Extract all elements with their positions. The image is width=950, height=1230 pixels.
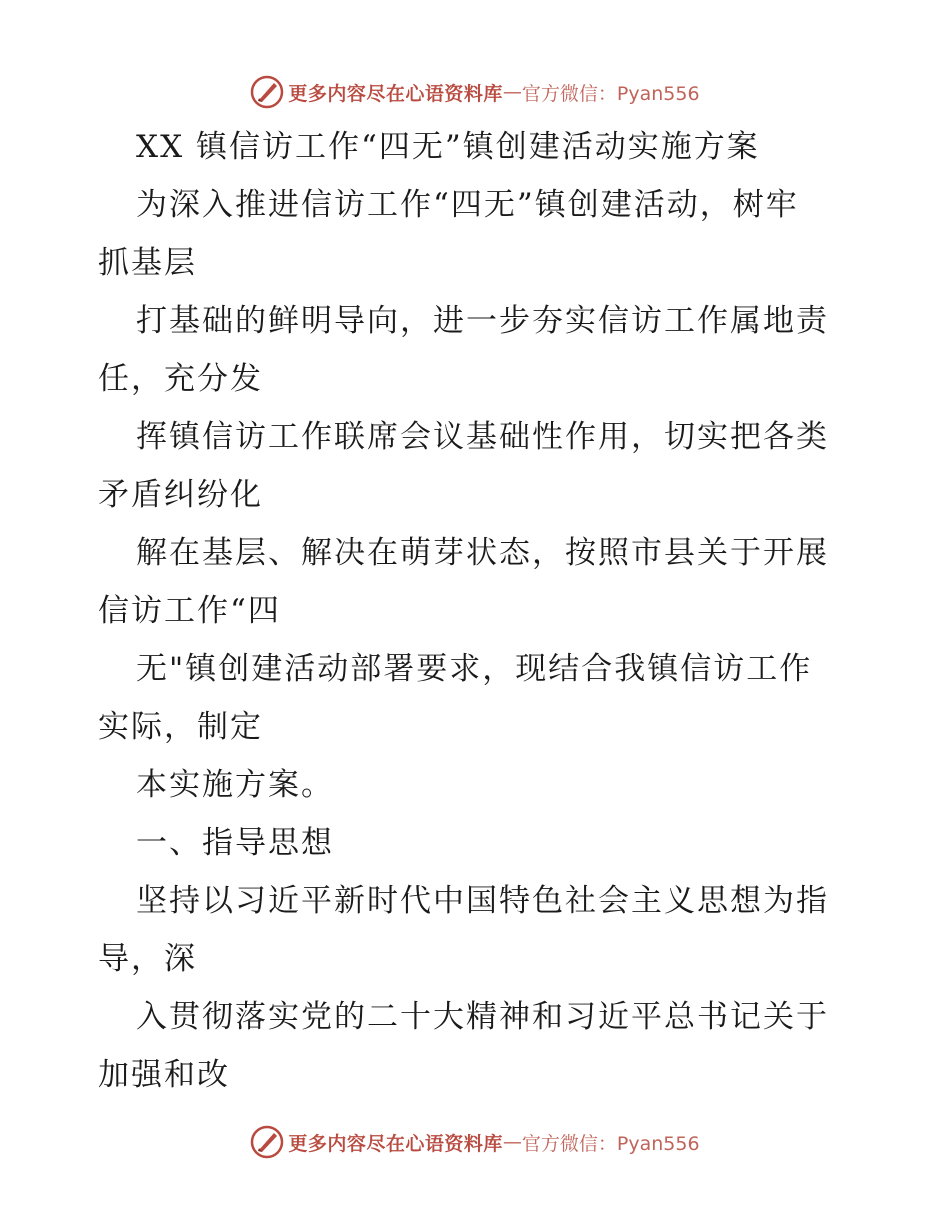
paragraph-line: 任，充分发	[98, 361, 263, 397]
section-heading: 一、指导思想	[136, 825, 334, 861]
quill-logo-icon	[250, 75, 284, 109]
banner-separator: —	[502, 81, 522, 103]
paragraph-line: 解在基层、解决在萌芽状态，按照市县关于开展	[136, 535, 829, 571]
paragraph-line: 为深入推进信访工作“四无”镇创建活动，树牢	[136, 187, 799, 223]
paragraph-line: 抓基层	[98, 245, 197, 281]
banner-wechat: 官方微信：Pyan556	[521, 1132, 700, 1155]
paragraph-line: 矛盾纠纷化	[98, 477, 263, 513]
paragraph-line: 无"镇创建活动部署要求，现结合我镇信访工作	[136, 651, 813, 687]
paragraph-line: 导，深	[98, 941, 197, 977]
paragraph-line: 实际，制定	[98, 709, 263, 745]
paragraph-line: 打基础的鲜明导向，进一步夯实信访工作属地责	[136, 303, 829, 339]
paragraph-line: 本实施方案。	[136, 767, 334, 803]
banner-slogan: 更多内容尽在心语资料库	[288, 1132, 503, 1155]
footer-banner	[0, 1122, 950, 1162]
paragraph-line: 入贯彻落实党的二十大精神和习近平总书记关于	[136, 999, 829, 1035]
paragraph-line: 坚持以习近平新时代中国特色社会主义思想为指	[136, 883, 829, 919]
banner-wechat: 官方微信：Pyan556	[521, 82, 700, 105]
banner-slogan: 更多内容尽在心语资料库	[288, 82, 503, 105]
document-title: XX 镇信访工作“四无”镇创建活动实施方案	[136, 129, 760, 165]
paragraph-line: 信访工作“四	[98, 593, 281, 629]
header-banner	[0, 72, 950, 112]
paragraph-line: 挥镇信访工作联席会议基础性作用，切实把各类	[136, 419, 829, 455]
quill-logo-icon	[250, 1125, 284, 1159]
document-body	[98, 118, 858, 1104]
paragraph-line: 加强和改	[98, 1057, 230, 1093]
banner-separator: —	[502, 1131, 522, 1153]
